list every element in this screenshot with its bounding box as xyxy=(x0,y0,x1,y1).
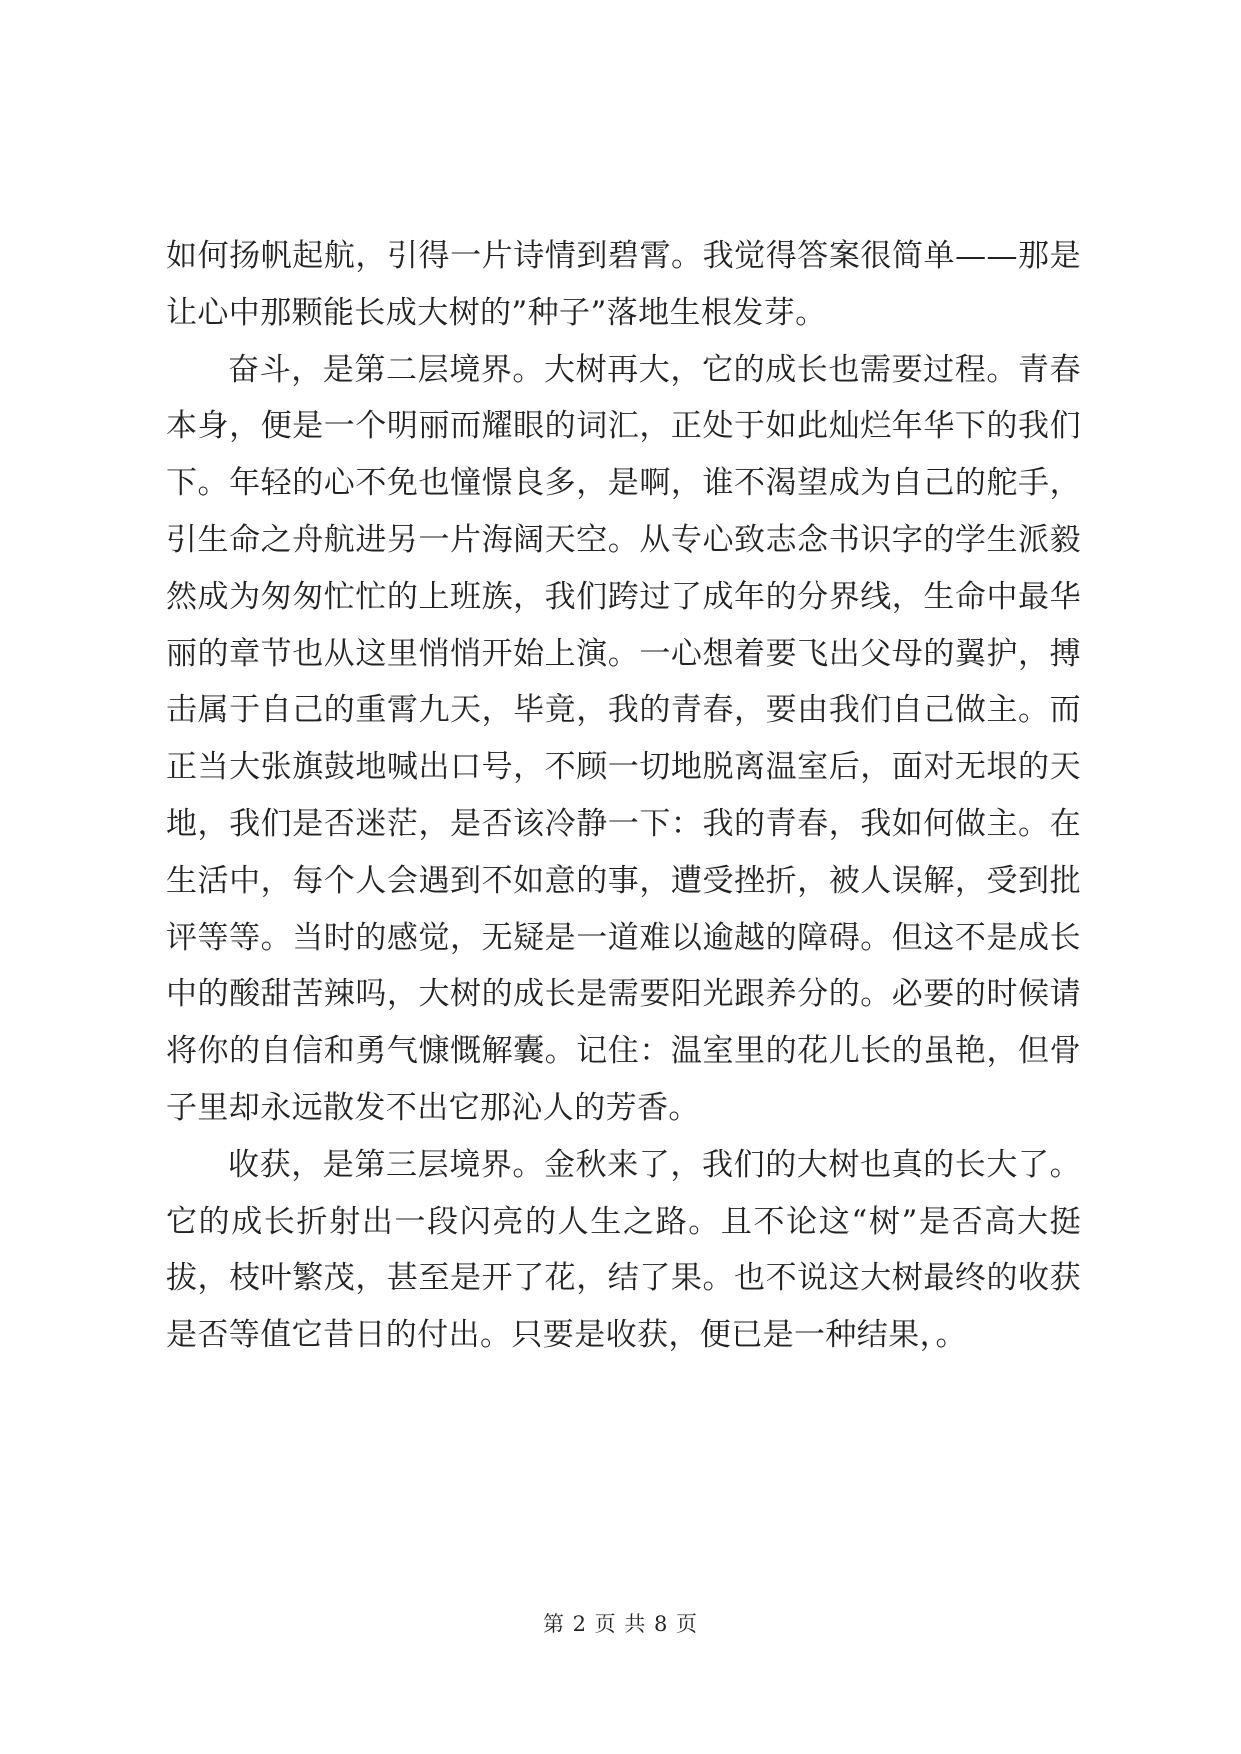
paragraph-harvest: 收获，是第三层境界。金秋来了，我们的大树也真的长大了。它的成长折射出一段闪亮的人生之路。且不论这“树”是否高大挺拔，枝叶繁茂，甚至是开了花，结了果。也不说这大树最终的收获是否等值它昔日的付出。只要是收获，便已是一种结果，。 xyxy=(166,1146,1081,1354)
paragraph-struggle: 奋斗，是第二层境界。大树再大，它的成长也需要过程。青春本身，便是一个明丽而耀眼的词汇，正处于如此灿烂年华下的我们下。年轻的心不免也憧憬良多，是啊，谁不渴望成为自己的舵手，引生命之舟航进另一片海阔天空。从专心致志念书识字的学生派毅然成为匆匆忙忙的上班族，我们跨过了成年的分界线，生命中最华丽的章节也从这里悄悄开始上演。一心想着要飞出父母的翼护，搏击属于自己的重霄九天，毕竟，我的青春，要由我们自己做主。而正当大张旗鼓地喊出口号，不顾一切地脱离温室后，面对无垠的天地，我们是否迷茫，是否该冷静一下：我的青春，我如何做主。在生活中，每个人会遇到不如意的事，遭受挫折，被人误解，受到批评等等。当时的感觉，无疑是一道难以逾越的障碍。但这不是成长中的酸甜苦辣吗，大树的成长是需要阳光跟养分的。必要的时候请将你的自信和勇气慷慨解囊。记住：温室里的花儿长的虽艳，但骨子里却永远散发不出它那沁人的芳香。 xyxy=(166,351,1081,1126)
document-body xyxy=(166,228,1081,1364)
paragraph-continued: 如何扬帆起航，引得一片诗情到碧霄。我觉得答案很简单——那是让心中那颗能长成大树的”种子”落地生根发芽。 xyxy=(166,238,1081,331)
page-footer: 第 2 页 共 8 页 xyxy=(542,1612,699,1636)
